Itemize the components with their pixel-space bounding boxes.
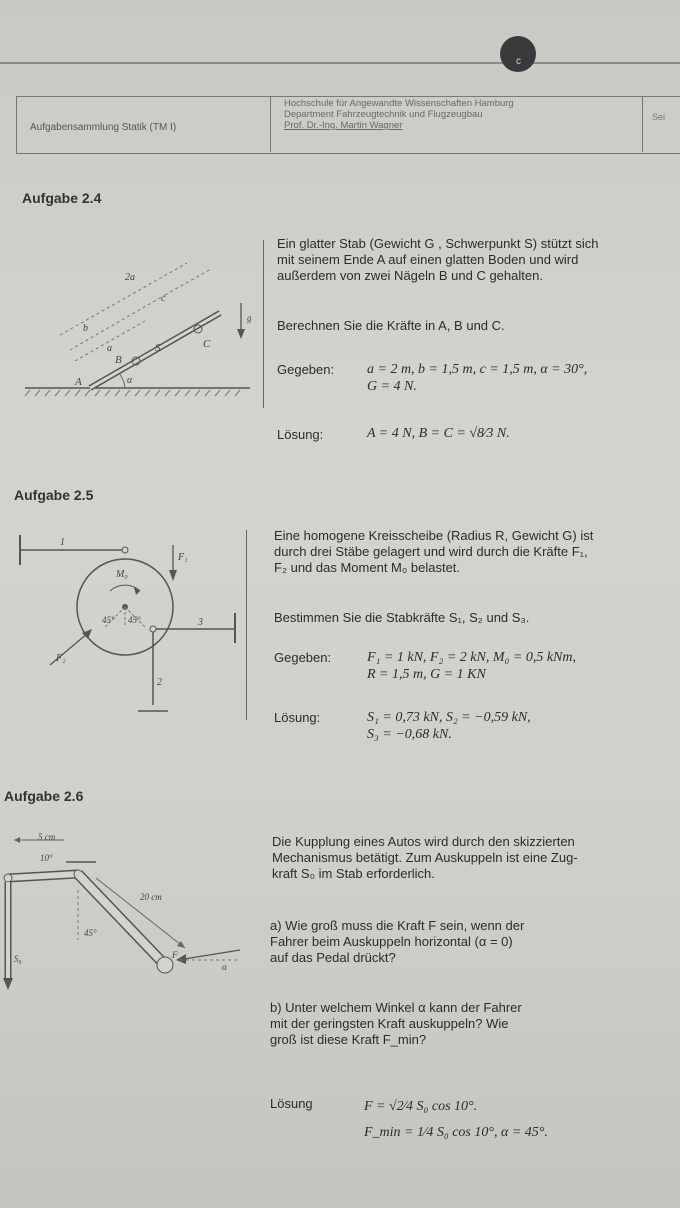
part-b-line: b) Unter welchem Winkel α kann der Fahrer xyxy=(270,1000,522,1015)
label-g: g xyxy=(247,313,252,323)
description-line: kraft S₀ im Stab erforderlich. xyxy=(272,866,435,881)
label-2a: 2a xyxy=(125,272,135,283)
label-alpha: α xyxy=(127,375,133,386)
label-angle-top: 10° xyxy=(40,853,53,863)
part-b-line: mit der geringsten Kraft auskuppeln? Wie xyxy=(270,1016,509,1031)
task-question: Berechnen Sie die Kräfte in A, B und C. xyxy=(277,318,505,333)
part-b-line: groß ist diese Kraft F_min? xyxy=(270,1032,427,1047)
force-f1-arrowhead xyxy=(169,570,177,581)
part-a-line: Fahrer beim Auskuppeln horizontal (α = 0) xyxy=(270,934,513,949)
figure-divider xyxy=(246,530,247,720)
label-f2: F₂ xyxy=(56,653,66,664)
gravity-arrowhead xyxy=(237,329,245,339)
institution-line: Hochschule für Angewandte Wissenschaften Hamburg xyxy=(284,98,514,109)
task-part-b xyxy=(270,1000,522,1048)
task-description xyxy=(274,528,593,576)
solution-label: Lösung: xyxy=(274,710,321,725)
pivot xyxy=(4,874,12,882)
logo-mark: c xyxy=(516,56,521,67)
given-label: Gegeben: xyxy=(277,362,335,377)
label-bar2: 2 xyxy=(157,677,162,688)
description-line: F₂ und das Moment M₀ belastet. xyxy=(274,560,461,575)
given-line: F₁ = 1 kN, F₂ = 2 kN, M₀ = 0,5 kNm, xyxy=(367,650,576,665)
solution-label: Lösung: xyxy=(277,427,324,442)
solution-line: F_min = 1⁄4 S₀ cos 10°, α = 45°. xyxy=(364,1125,548,1140)
description-line: durch drei Stäbe gelagert und wird durch die Kräfte F₁, xyxy=(274,544,588,559)
description-line: Eine homogene Kreisscheibe (Radius R, Gewicht G) ist xyxy=(274,528,594,543)
label-bar1: 1 xyxy=(60,537,65,548)
label-angle: 45° xyxy=(128,615,141,625)
label-b: b xyxy=(83,323,88,334)
given-values xyxy=(367,361,587,395)
label-angle: 45° xyxy=(102,615,115,625)
joint xyxy=(150,626,156,632)
header-divider xyxy=(642,96,643,152)
dimension-arrowhead xyxy=(14,837,20,843)
description-line: Mechanismus betätigt. Zum Auskuppeln ist eine Zug- xyxy=(272,850,578,865)
label-s0: S₀ xyxy=(14,954,22,964)
given-values xyxy=(367,649,576,683)
solution-label: Lösung xyxy=(270,1096,313,1111)
figure-2-4 xyxy=(15,255,265,415)
description-line: Ein glatter Stab (Gewicht G , Schwerpunkt S) stützt sich xyxy=(277,236,599,251)
dimension-2a xyxy=(60,263,187,335)
label-alpha: α xyxy=(222,962,227,972)
figure-2-5 xyxy=(10,525,250,725)
label-distance: 5 cm xyxy=(38,832,56,842)
label-length: 20 cm xyxy=(140,892,162,902)
label-f: F xyxy=(172,950,178,960)
description-line: Die Kupplung eines Autos wird durch den skizzierten xyxy=(272,834,575,849)
description-line: außerdem von zwei Nägeln B und C gehalten. xyxy=(277,268,543,283)
solution-line: S₁ = 0,73 kN, S₂ = −0,59 kN, xyxy=(367,710,531,725)
force-s0-arrowhead xyxy=(3,978,13,990)
given-line: R = 1,5 m, G = 1 KN xyxy=(367,667,486,682)
label-A: A xyxy=(75,376,82,388)
course-title: Aufgabensammlung Statik (TM I) xyxy=(30,122,177,133)
institution-info xyxy=(284,98,514,131)
institution-line: Prof. Dr.-Ing. Martin Wagner xyxy=(284,120,403,131)
label-angle-mid: 45° xyxy=(84,928,97,938)
label-bar3: 3 xyxy=(198,617,203,628)
description-line: mit seinem Ende A auf einen glatten Boden und wird xyxy=(277,252,579,267)
force-f-arrowhead xyxy=(176,954,186,964)
solution-values xyxy=(367,709,531,743)
label-S: S xyxy=(155,342,161,354)
task-title: Aufgabe 2.4 xyxy=(22,190,102,206)
label-C: C xyxy=(203,338,211,350)
task-question: Bestimmen Sie die Stabkräfte S₁, S₂ und S₃. xyxy=(274,610,530,625)
task-title: Aufgabe 2.5 xyxy=(14,487,94,503)
figure-divider xyxy=(263,240,264,408)
solution-line: F = √2⁄4 S₀ cos 10°. xyxy=(364,1099,478,1114)
joint xyxy=(122,547,128,553)
given-label: Gegeben: xyxy=(274,650,332,665)
label-B: B xyxy=(115,354,122,366)
part-a-line: auf das Pedal drückt? xyxy=(270,950,396,965)
solution-line: S₃ = −0,68 kN. xyxy=(367,727,452,742)
header-rule xyxy=(0,62,680,64)
pedal-lever-inner xyxy=(78,874,165,965)
label-a: a xyxy=(107,343,112,354)
solution-values xyxy=(364,1094,548,1146)
label-c: c xyxy=(161,293,166,304)
task-title: Aufgabe 2.6 xyxy=(4,788,84,804)
header-divider xyxy=(270,96,271,152)
lever-arm-inner xyxy=(8,874,78,878)
figure-2-6 xyxy=(0,830,250,1000)
dimension-c xyxy=(165,269,211,295)
page-label: Sei xyxy=(652,112,666,122)
task-part-a xyxy=(270,918,524,966)
force-f-arrow xyxy=(178,950,240,960)
task-description xyxy=(277,236,599,284)
given-line: G = 4 N. xyxy=(367,379,417,394)
solution-values: A = 4 N, B = C = √8⁄3 N. xyxy=(367,426,510,441)
institution-line: Department Fahrzeugtechnik und Flugzeugbau xyxy=(284,109,483,120)
given-line: a = 2 m, b = 1,5 m, c = 1,5 m, α = 30°, xyxy=(367,362,588,377)
label-f1: F₁ xyxy=(178,552,188,563)
label-m0: M₀ xyxy=(116,569,128,580)
pedal xyxy=(157,957,173,973)
ground xyxy=(25,388,250,396)
angle-arc xyxy=(119,373,125,388)
task-description xyxy=(272,834,578,882)
part-a-line: a) Wie groß muss die Kraft F sein, wenn der xyxy=(270,918,525,933)
